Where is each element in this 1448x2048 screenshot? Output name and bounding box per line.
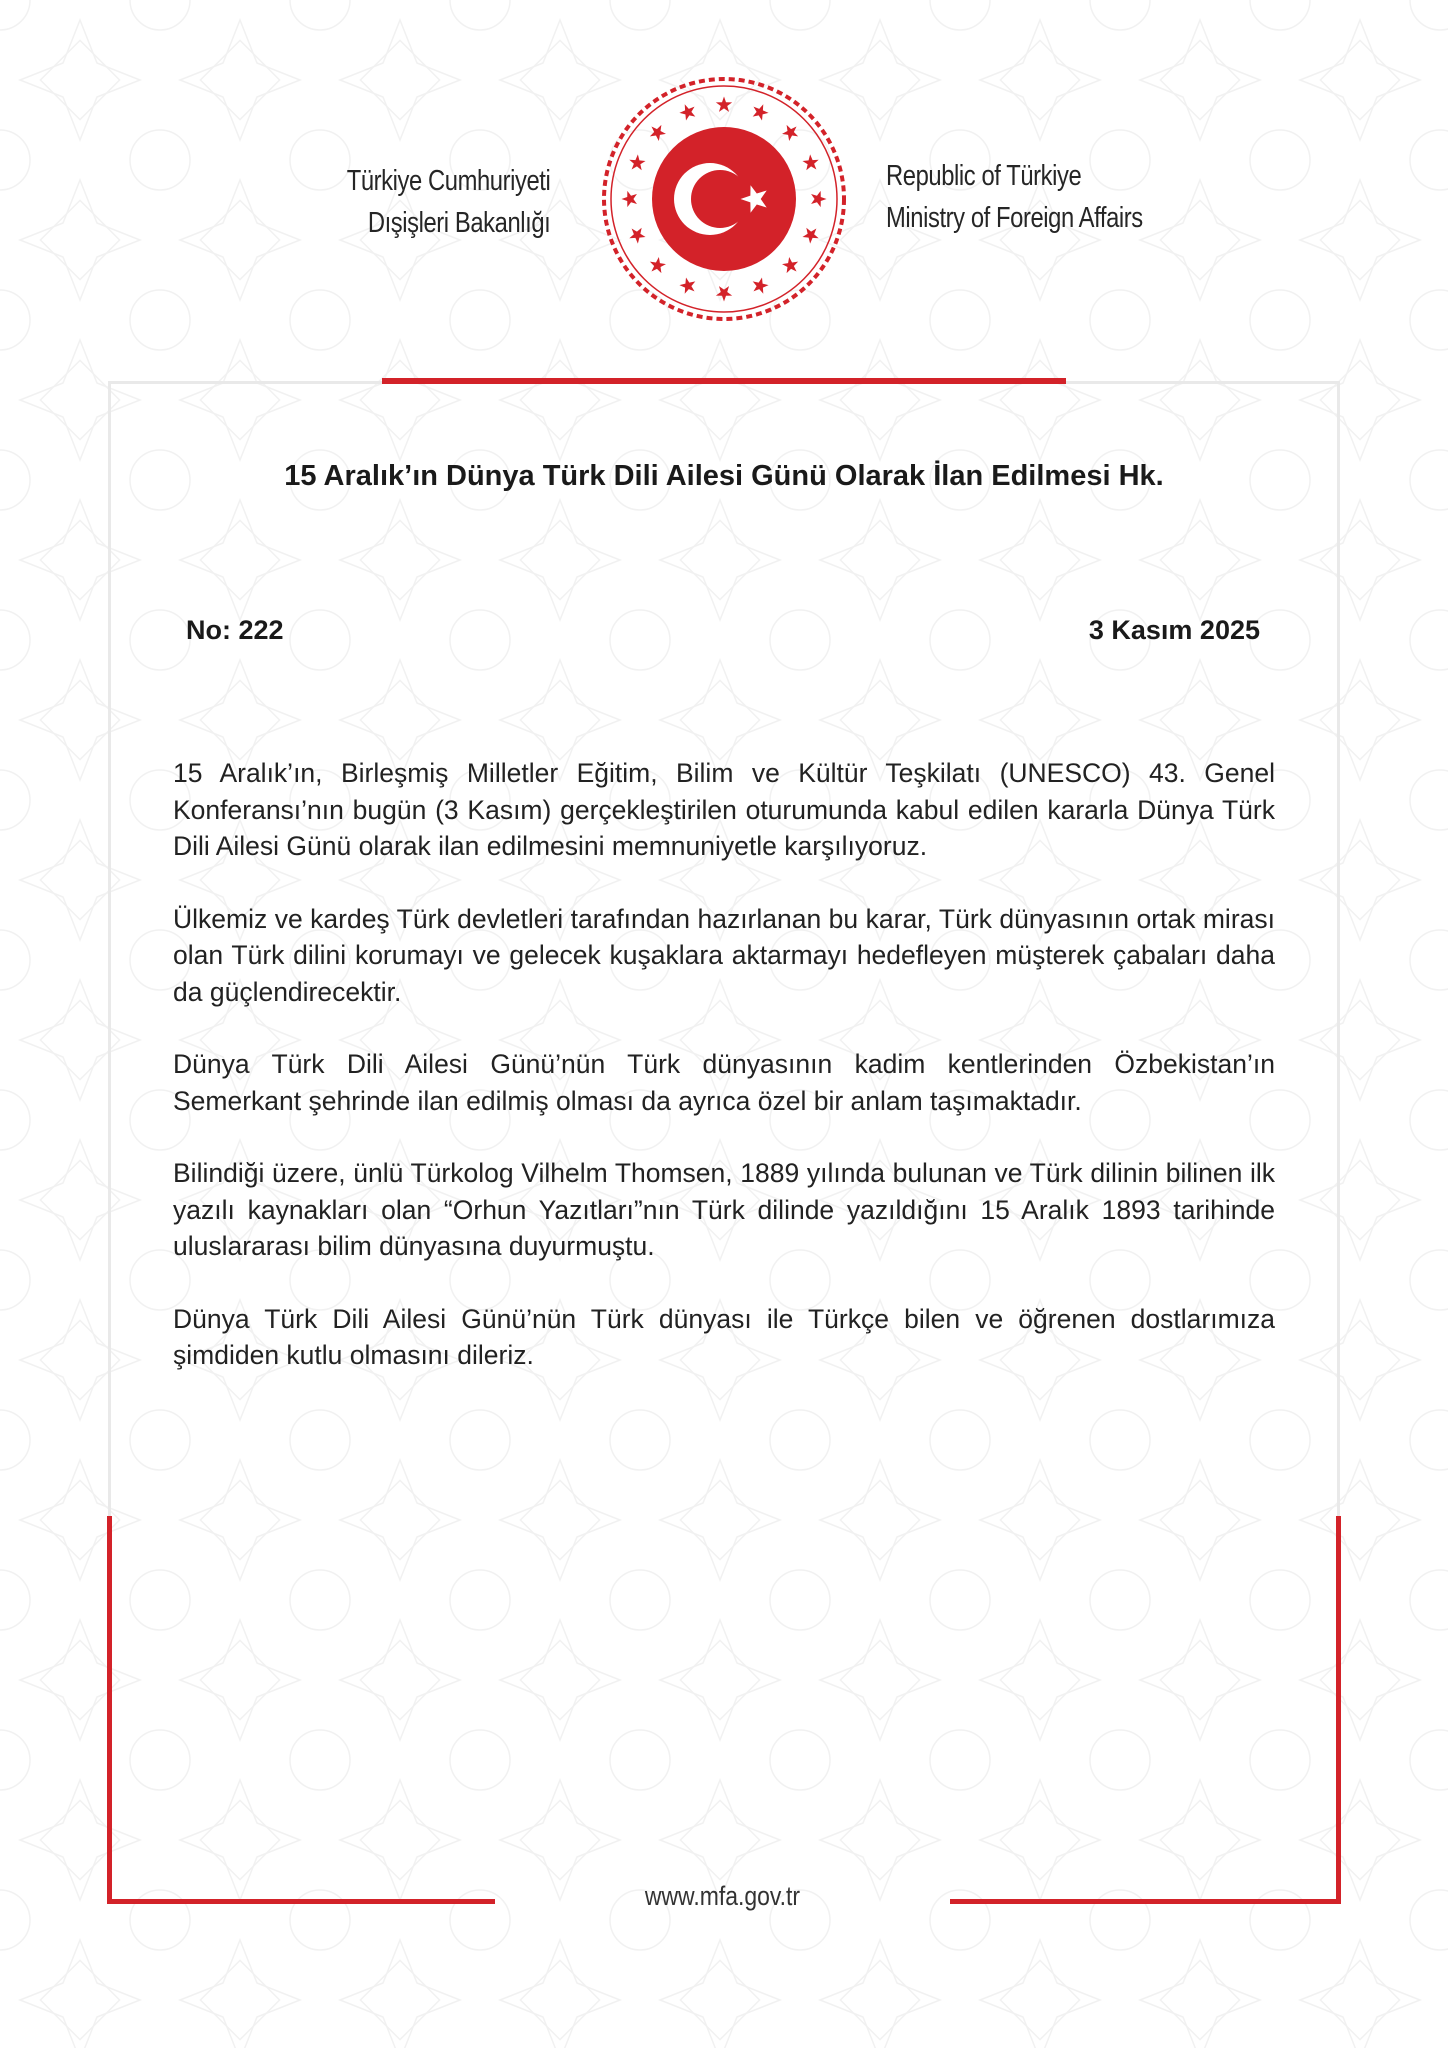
emblem-star	[626, 225, 647, 246]
frame-accent-bottom-left	[107, 1899, 495, 1904]
emblem-star	[750, 101, 771, 122]
emblem-star	[801, 152, 822, 173]
document-number: No: 222	[186, 615, 284, 645]
paragraph: Dünya Türk Dili Ailesi Günü’nün Türk dünyasının kadim kentlerinden Özbekistan’ın Semerkant şehrinde ilan edilmiş olması da ayrıca özel bir anlam taşımaktadır.	[173, 1049, 1275, 1116]
emblem-star	[716, 96, 732, 111]
emblem-star	[646, 255, 669, 278]
website-url: www.mfa.gov.tr	[644, 1881, 801, 1911]
emblem-star	[677, 101, 698, 122]
frame-accent-bottom-right	[950, 1899, 1341, 1904]
frame-right-border	[1337, 381, 1340, 1516]
statement-text	[173, 755, 1275, 1410]
paragraph: Dünya Türk Dili Ailesi Günü’nün Türk dünyası ile Türkçe bilen ve öğrenen dostlarımıza şimdiden kutlu olmasını dileriz.	[173, 1303, 1275, 1370]
crescent-star-emblem-icon	[598, 73, 850, 325]
ministry-en-line1: Republic of Türkiye	[886, 160, 1082, 192]
emblem-star	[801, 225, 822, 246]
emblem-star	[677, 276, 698, 297]
emblem-star	[780, 121, 803, 144]
document-title: 15 Aralık’ın Dünya Türk Dili Ailesi Günü Olarak İlan Edilmesi Hk.	[284, 460, 1164, 492]
letterhead	[0, 0, 1448, 380]
frame-left-border	[108, 381, 111, 1516]
paragraph: 15 Aralık’ın, Birleşmiş Milletler Eğitim, Bilim ve Kültür Teşkilatı (UNESCO) 43. Genel Konferansı’nın bugün (3 Kasım) gerçekleştirilen oturumunda kabul edilen kararla Dünya Türk Dili Ailesi Günü olarak ilan edilmesini memnuniyetle karşılıyoruz.	[173, 758, 1275, 861]
frame-accent-left	[107, 1516, 112, 1904]
emblem-star	[780, 255, 803, 278]
ministry-en-line2: Ministry of Foreign Affairs	[886, 202, 1143, 234]
paragraph: Ülkemiz ve kardeş Türk devletleri tarafından hazırlanan bu karar, Türk dünyasının ortak mirası olan Türk dilini korumayı ve gelecek kuşaklara aktarmayı hedefleyen müşterek çabaları daha da güçlendirecektir.	[173, 903, 1275, 1007]
ministry-tr-line1: Türkiye Cumhuriyeti	[346, 165, 550, 197]
emblem-star	[621, 191, 636, 207]
emblem-star	[811, 191, 826, 207]
emblem-star	[750, 276, 771, 297]
paragraph: Bilindiği üzere, ünlü Türkolog Vilhelm Thomsen, 1889 yılında bulunan ve Türk dilinin bilinen ilk yazılı kaynakları olan “Orhun Yazıtları”nın Türk dilinde yazıldığını 15 Aralık 1893 tarihinde uluslararası bilim dünyasına duyurmuştu.	[173, 1158, 1275, 1261]
emblem-star	[716, 286, 732, 301]
ministry-tr-line2: Dışişleri Bakanlığı	[367, 207, 550, 239]
emblem-star	[646, 121, 669, 144]
frame-accent-right	[1336, 1516, 1341, 1904]
ministry-name-turkish	[346, 160, 550, 244]
ministry-name-english	[886, 155, 1143, 239]
document-date: 3 Kasım 2025	[1088, 615, 1260, 645]
emblem-star	[626, 152, 647, 173]
